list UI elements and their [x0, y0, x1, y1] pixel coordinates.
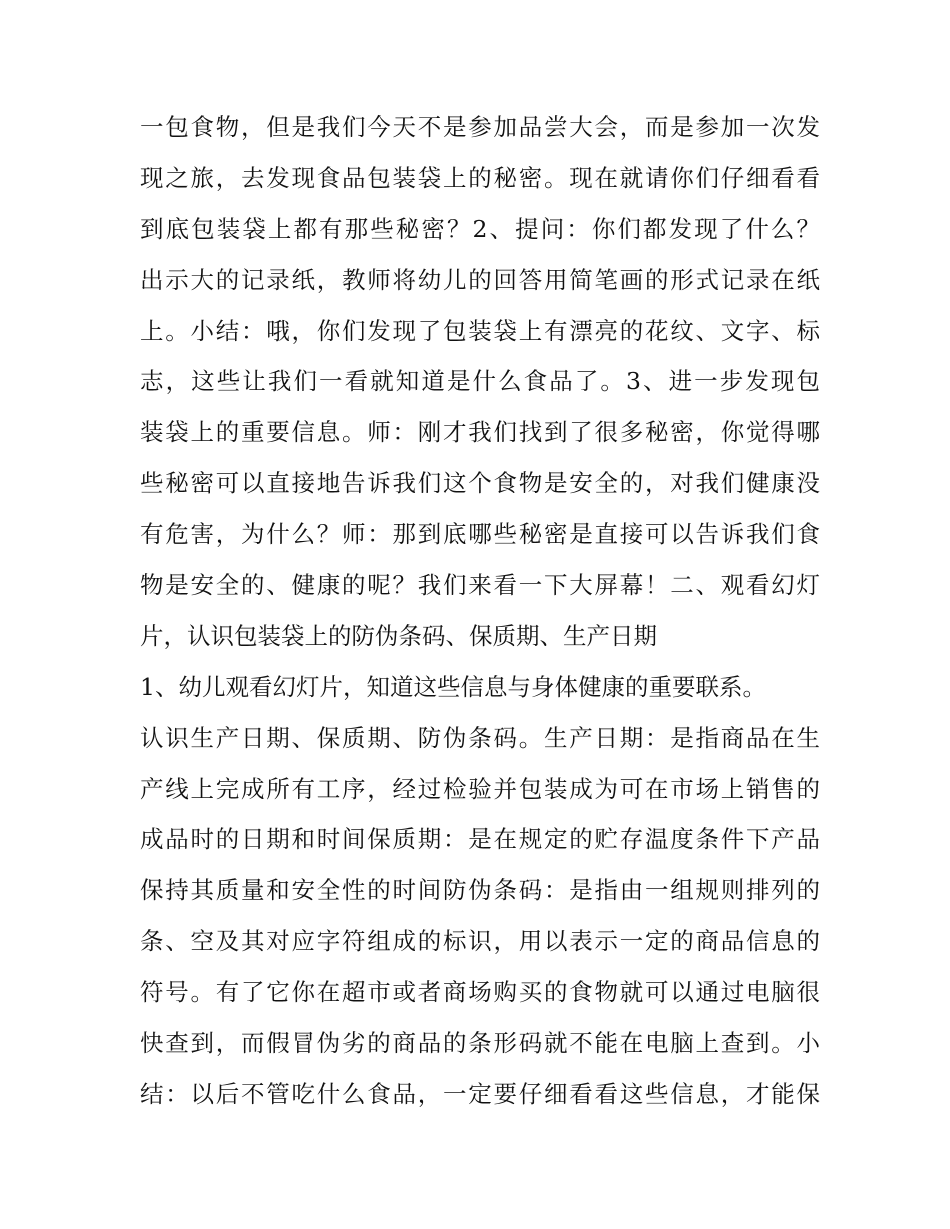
text-line-15: 成品时的日期和时间保质期：是在规定的贮存温度条件下产品: [140, 825, 820, 854]
text-line-8: 些秘密可以直接地告诉我们这个食物是安全的，对我们健康没: [140, 469, 820, 498]
text-line-19: 快查到，而假冒伪劣的商品的条形码就不能在电脑上查到。小: [140, 1029, 820, 1058]
text-line-9: 有危害，为什么？师：那到底哪些秘密是直接可以告诉我们食: [140, 520, 820, 549]
text-line-11: 片，认识包装袋上的防伪条码、保质期、生产日期: [140, 621, 657, 650]
text-line-14: 产线上完成所有工序，经过检验并包装成为可在市场上销售的: [140, 774, 820, 803]
text-line-17: 条、空及其对应字符组成的标识，用以表示一定的商品信息的: [140, 927, 820, 956]
text-line-2: 现之旅，去发现食品包装袋上的秘密。现在就请你们仔细看看: [140, 163, 820, 192]
text-line-18: 符号。有了它你在超市或者商场购买的食物就可以通过电脑很: [140, 978, 820, 1007]
body-text: [140, 102, 820, 1120]
text-line-1: 一包食物，但是我们今天不是参加品尝大会，而是参加一次发: [140, 113, 820, 141]
text-line-3: 到底包装袋上都有那些秘密？2、提问：你们都发现了什么？: [140, 214, 820, 243]
text-line-13: 认识生产日期、保质期、防伪条码。生产日期：是指商品在生: [140, 723, 820, 752]
text-line-10: 物是安全的、健康的呢？我们来看一下大屏幕！二、观看幻灯: [140, 571, 820, 600]
text-line-5: 上。小结：哦，你们发现了包装袋上有漂亮的花纹、文字、标: [140, 316, 820, 345]
text-line-7: 装袋上的重要信息。师：刚才我们找到了很多秘密，你觉得哪: [140, 418, 820, 447]
text-line-12: 1、幼儿观看幻灯片，知道这些信息与身体健康的重要联系。: [140, 672, 766, 701]
text-line-20: 结：以后不管吃什么食品，一定要仔细看看这些信息，才能保: [140, 1079, 820, 1108]
text-line-16: 保持其质量和安全性的时间防伪条码：是指由一组规则排列的: [140, 876, 820, 905]
text-line-6: 志，这些让我们一看就知道是什么食品了。3、进一步发现包: [140, 367, 820, 396]
text-line-4: 出示大的记录纸，教师将幼儿的回答用简笔画的形式记录在纸: [140, 265, 820, 294]
